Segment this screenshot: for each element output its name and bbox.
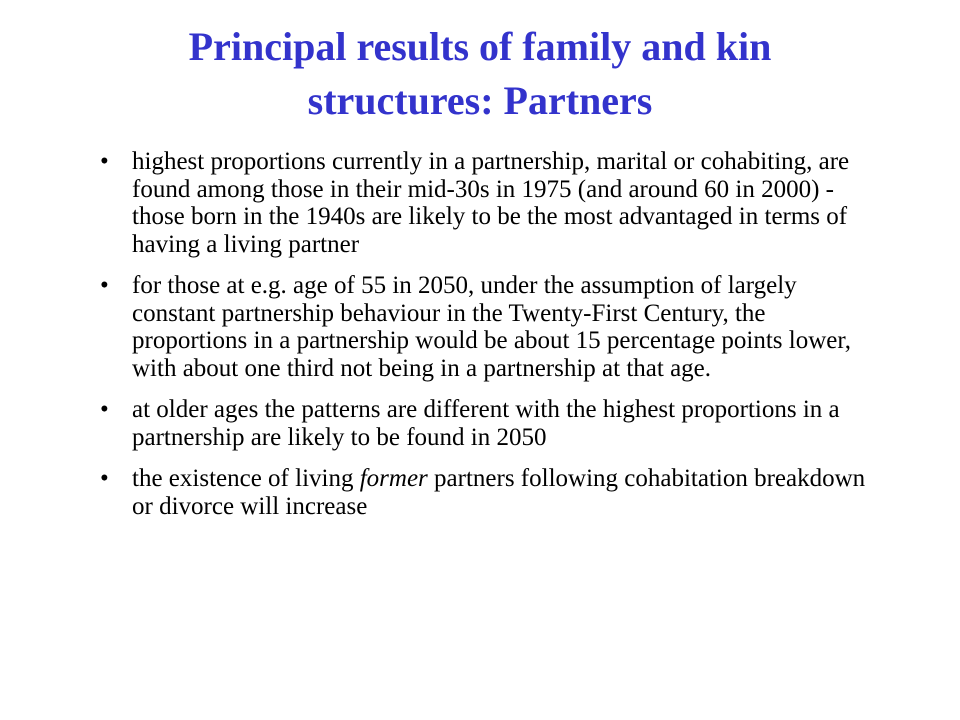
bullet-item-older-ages bbox=[100, 396, 870, 451]
slide-title bbox=[80, 20, 880, 128]
bullet-item-former-partners bbox=[100, 465, 870, 520]
bullet-icon: • bbox=[100, 272, 109, 299]
bullet-text: for those at e.g. age of 55 in 2050, under the assumption of largely constant partnership behaviour in the Twenty-First Century, the proportions in a partnership would be about 15 percentage points lower, with about one third not being in a partnership at that age. bbox=[132, 272, 851, 382]
bullet-icon: • bbox=[100, 465, 109, 492]
bullet-icon: • bbox=[100, 148, 109, 175]
bullet-item-2050-projection bbox=[100, 272, 870, 382]
slide-title-line-2: structures: Partners bbox=[307, 78, 653, 123]
bullet-item-peak-partnership bbox=[100, 148, 870, 258]
bullet-text-after: partners following cohabitation breakdown or divorce will increase bbox=[132, 465, 866, 520]
bullet-text: highest proportions currently in a partnership, marital or cohabiting, are found among those in their mid-30s in 1975 (and around 60 in 2000) - those born in the 1940s are likely to be the most advantaged in terms of having a living partner bbox=[132, 148, 850, 258]
bullet-text bbox=[132, 465, 865, 520]
bullet-text-emphasis: former bbox=[359, 465, 428, 492]
bullet-text-before: the existence of living bbox=[132, 465, 360, 492]
slide-title-line-1: Principal results of family and kin bbox=[188, 24, 772, 69]
bullet-icon: • bbox=[100, 396, 109, 423]
bullet-text: at older ages the patterns are different with the highest proportions in a partnership are likely to be found in 2050 bbox=[132, 396, 840, 451]
bullet-list bbox=[100, 148, 870, 534]
